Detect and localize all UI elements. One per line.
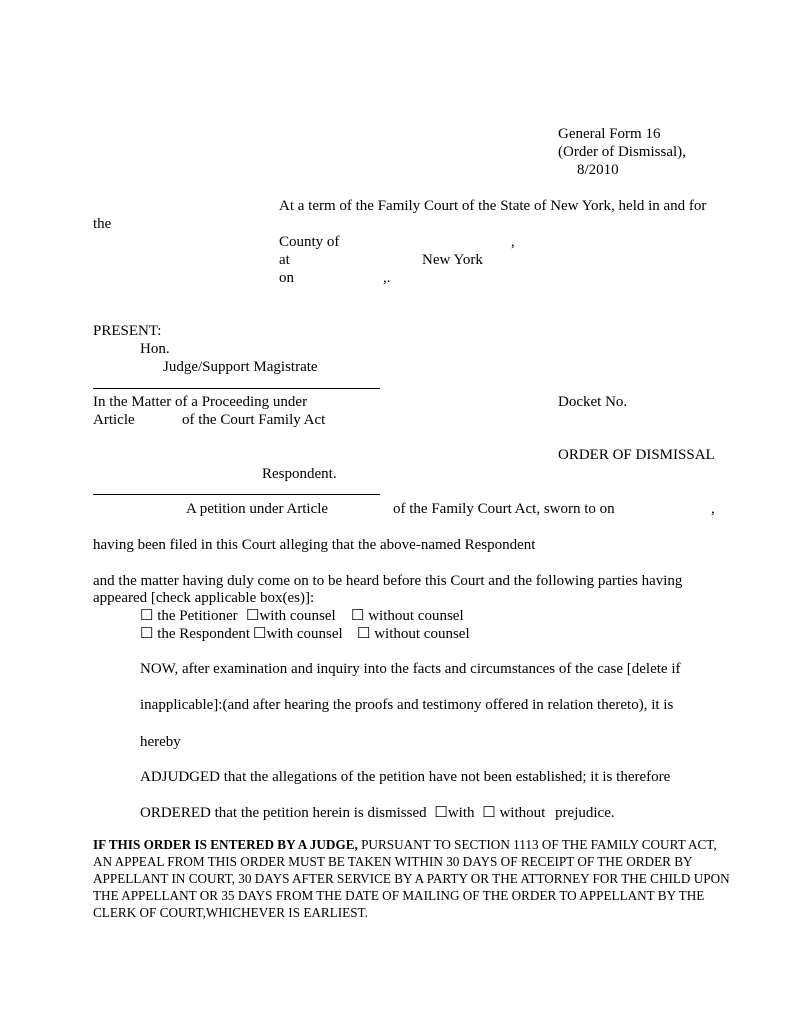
- on-punct: ,.: [383, 270, 391, 286]
- caption-bottom-rule: [93, 494, 380, 495]
- respondent-label: Respondent.: [262, 466, 337, 482]
- present-label: PRESENT:: [93, 323, 162, 339]
- now-line-1: NOW, after examination and inquiry into the facts and circumstances of the case [delete if: [140, 661, 681, 677]
- appeared-line: appeared [check applicable box(es)]:: [93, 590, 315, 606]
- petition-act: of the Family Court Act, sworn to on: [393, 501, 615, 517]
- now-line-2: inapplicable]:(and after hearing the proofs and testimony offered in relation thereto), it is: [140, 697, 674, 713]
- at-label: at: [279, 252, 290, 268]
- petitioner-without-counsel: [351, 607, 464, 625]
- petitioner-without-counsel-checkbox[interactable]: ☐: [351, 608, 365, 624]
- respondent-row: [140, 625, 250, 643]
- act-label: of the Court Family Act: [182, 412, 326, 428]
- respondent-with-counsel-checkbox[interactable]: ☐: [253, 626, 267, 642]
- ordered-prefix: ORDERED that the petition herein is dismissed: [140, 805, 427, 821]
- state-name: New York: [422, 252, 483, 268]
- docket-label: Docket No.: [558, 394, 628, 410]
- form-number: General Form 16: [558, 126, 661, 142]
- petitioner-with-counsel: [246, 607, 336, 625]
- with-counsel-label: with counsel: [266, 626, 343, 642]
- order-title: ORDER OF DISMISSAL: [558, 447, 715, 463]
- hon-label: Hon.: [140, 341, 170, 357]
- ordered-line: [140, 804, 615, 822]
- article-label: Article: [93, 412, 135, 428]
- prejudice-label: prejudice.: [555, 805, 615, 821]
- county-label: County of: [279, 234, 340, 250]
- now-line-3: hereby: [140, 734, 181, 750]
- with-prejudice-label: with: [447, 805, 475, 821]
- without-prejudice-checkbox[interactable]: ☐: [482, 805, 496, 821]
- term-line: At a term of the Family Court of the State of New York, held in and for: [279, 198, 707, 214]
- with-counsel-label: with counsel: [259, 608, 336, 624]
- caption-top-rule: [93, 388, 380, 389]
- petitioner-checkbox[interactable]: ☐: [140, 608, 154, 624]
- petitioner-label: the Petitioner: [157, 608, 238, 624]
- respondent-without-counsel-checkbox[interactable]: ☐: [357, 626, 371, 642]
- filed-line: having been filed in this Court alleging that the above-named Respondent: [93, 537, 536, 553]
- term-line-wrap: the: [93, 216, 112, 232]
- matter-line: In the Matter of a Proceeding under: [93, 394, 308, 410]
- appeal-notice-bold: IF THIS ORDER IS ENTERED BY A JUDGE,: [93, 837, 358, 852]
- adjudged-line: ADJUDGED that the allegations of the petition have not been established; it is therefore: [140, 769, 671, 785]
- without-counsel-label: without counsel: [374, 626, 470, 642]
- respondent-checkbox[interactable]: ☐: [140, 626, 154, 642]
- form-subtitle: (Order of Dismissal),: [558, 144, 686, 160]
- petition-comma: ,: [711, 501, 715, 517]
- without-counsel-label: without counsel: [368, 608, 464, 624]
- petitioner-with-counsel-checkbox[interactable]: ☐: [246, 608, 260, 624]
- county-comma: ,: [511, 234, 515, 250]
- with-prejudice-checkbox[interactable]: ☐: [434, 805, 448, 821]
- respondent-without-counsel: [357, 625, 470, 643]
- appeal-notice-text: PURSUANT TO SECTION 1113 OF THE FAMILY COURT ACT, AN APPEAL FROM THIS ORDER MUST BE TAKEN WITHIN 30 DAYS OF RECEIPT OF THE ORDER BY APPELLANT IN COURT, 30 DAYS AFTER SERVICE BY A PARTY OR THE ATTORNEY FOR THE CHILD UPON THE APPELLANT OR 35 DAYS FROM THE DATE OF MAILING OF THE ORDER TO APPELLANT BY THE CLERK OF COURT,WHICHEVER IS EARLIEST.: [93, 837, 730, 920]
- appeal-notice: [93, 836, 733, 921]
- respondent-with-counsel: [253, 625, 343, 643]
- judge-title: Judge/Support Magistrate: [163, 359, 318, 375]
- on-label: on: [279, 270, 294, 286]
- petition-intro: A petition under Article: [186, 501, 329, 517]
- matter-heard-line: and the matter having duly come on to be heard before this Court and the following parties having: [93, 573, 683, 589]
- form-date: 8/2010: [577, 162, 619, 178]
- petitioner-row: [140, 607, 238, 625]
- without-prejudice-label: without: [499, 805, 546, 821]
- respondent-party-label: the Respondent: [157, 626, 251, 642]
